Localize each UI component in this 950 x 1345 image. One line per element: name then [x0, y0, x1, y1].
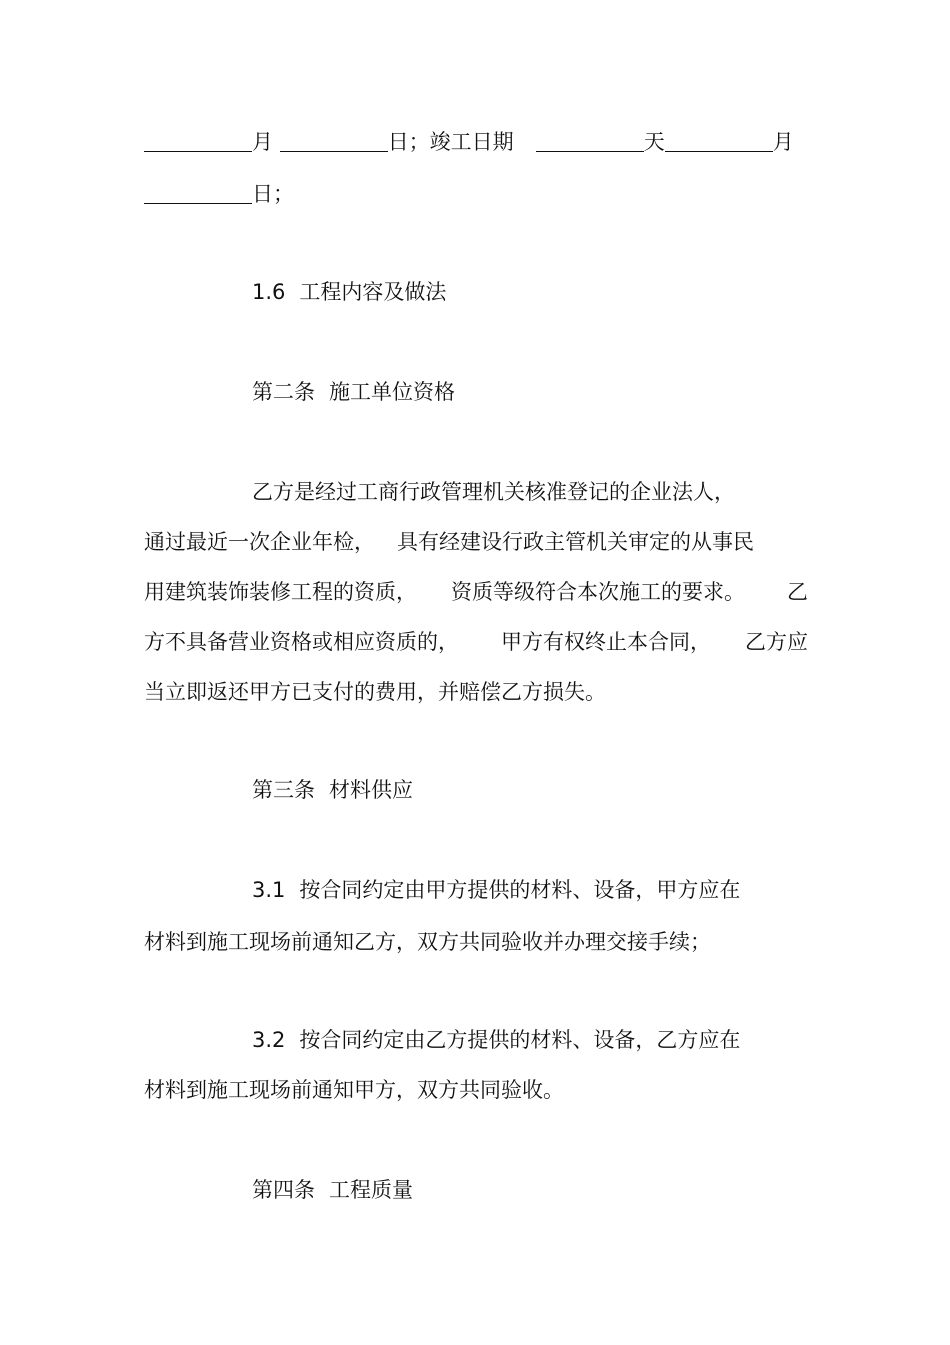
- clause-3-2-line-1: 3.2 按合同约定由乙方提供的材料、设备，乙方应在: [252, 1028, 741, 1052]
- paragraph-line: 方不具备营业资格或相应资质的， 甲方有权终止本合同， 乙方应: [144, 630, 808, 654]
- clause-3-1-line-1: 3.1 按合同约定由甲方提供的材料、设备，甲方应在: [252, 878, 741, 902]
- clause-number: 3.1: [252, 878, 286, 902]
- article-title: 材料供应: [329, 778, 413, 802]
- article-3-heading: [252, 776, 932, 804]
- paragraph-line: 通过最近一次企业年检， 具有经建设行政主管机关审定的从事民: [144, 530, 754, 554]
- blank-underline: [144, 183, 252, 204]
- day-end-label: 日；: [252, 182, 294, 206]
- section-title: 工程内容及做法: [299, 280, 447, 304]
- date-line-2: [144, 180, 824, 208]
- blank-underline: [144, 131, 252, 152]
- section-number: 1.6: [252, 280, 286, 304]
- article-2-heading: [252, 378, 932, 406]
- day-unit-label: 天: [643, 130, 665, 154]
- month-label-2: 月: [772, 130, 794, 154]
- article-4-heading: [252, 1176, 932, 1204]
- paragraph-line: 当立即返还甲方已支付的费用，并赔偿乙方损失。: [144, 680, 606, 704]
- section-1-6: [252, 278, 932, 306]
- article-number: 第二条: [252, 380, 315, 404]
- article-title: 施工单位资格: [329, 380, 455, 404]
- article-title: 工程质量: [329, 1178, 413, 1202]
- paragraph-line: 用建筑装饰装修工程的资质， 资质等级符合本次施工的要求。 乙: [144, 580, 808, 604]
- article-number: 第四条: [252, 1178, 315, 1202]
- date-line-1: [144, 128, 824, 156]
- blank-underline: [280, 131, 388, 152]
- blank-underline: [665, 131, 773, 152]
- clause-3-1-line-2: 材料到施工现场前通知乙方，双方共同验收并办理交接手续；: [144, 930, 711, 954]
- clause-3-2-line-2: 材料到施工现场前通知甲方，双方共同验收。: [144, 1078, 564, 1102]
- day-completion-label: 日；竣工日期: [387, 130, 514, 154]
- clause-number: 3.2: [252, 1028, 286, 1052]
- paragraph-line: 乙方是经过工商行政管理机关核准登记的企业法人，: [252, 480, 735, 504]
- article-number: 第三条: [252, 778, 315, 802]
- month-label: 月: [252, 130, 273, 154]
- blank-underline: [536, 131, 644, 152]
